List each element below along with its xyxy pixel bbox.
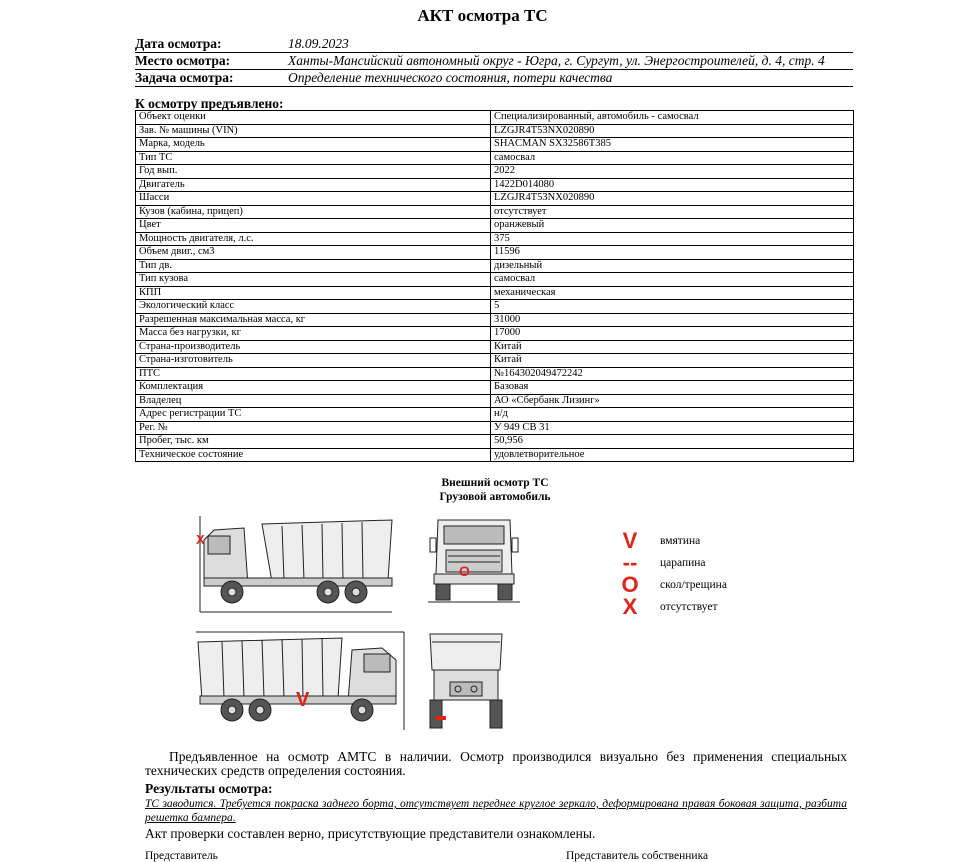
spec-row <box>136 421 854 435</box>
damage-mark-missing: X <box>196 532 205 547</box>
spec-value: LZGJR4T53NX020890 <box>491 124 854 138</box>
spec-key: Объект оценки <box>136 111 491 125</box>
spec-row <box>136 205 854 219</box>
spec-row <box>136 246 854 260</box>
legend-label: вмятина <box>660 535 701 547</box>
spec-value: 5 <box>491 300 854 314</box>
damage-mark-dent: V <box>296 689 310 711</box>
spec-row <box>136 448 854 462</box>
legend-label: отсутствует <box>660 601 718 613</box>
spec-row <box>136 435 854 449</box>
spec-row <box>136 232 854 246</box>
spec-row <box>136 313 854 327</box>
spec-row <box>136 178 854 192</box>
spec-key: Адрес регистрации ТС <box>136 408 491 422</box>
spec-key: Тип дв. <box>136 259 491 273</box>
meta-label: Задача осмотра: <box>135 70 234 85</box>
spec-value: 375 <box>491 232 854 246</box>
truck-rear-diagram <box>426 630 506 736</box>
spec-value: 31000 <box>491 313 854 327</box>
legend-label: скол/трещина <box>660 579 727 591</box>
spec-row <box>136 151 854 165</box>
spec-value: самосвал <box>491 151 854 165</box>
meta-label: Дата осмотра: <box>135 36 222 51</box>
spec-key: Двигатель <box>136 178 491 192</box>
meta-row-task <box>135 70 853 87</box>
spec-row <box>136 367 854 381</box>
spec-row <box>136 124 854 138</box>
legend-item-missing <box>615 596 727 618</box>
results-text: ТС заводится. Требуется покраска заднего борта, отсутствует переднее круглое зеркало, деформирована правая боковая защита, разбита решетка бампера. <box>145 798 847 824</box>
spec-value: оранжевый <box>491 219 854 233</box>
spec-row <box>136 165 854 179</box>
inspection-meta <box>135 36 853 87</box>
spec-value: Китай <box>491 340 854 354</box>
spec-row <box>136 300 854 314</box>
spec-row <box>136 381 854 395</box>
spec-row <box>136 273 854 287</box>
missing-symbol: X <box>622 594 638 619</box>
spec-row <box>136 138 854 152</box>
document-title: АКТ осмотра ТС <box>417 6 548 25</box>
spec-row <box>136 286 854 300</box>
spec-row <box>136 219 854 233</box>
legend-label: царапина <box>660 557 706 569</box>
truck-front-diagram <box>426 514 522 606</box>
spec-row <box>136 111 854 125</box>
spec-key: Марка, модель <box>136 138 491 152</box>
spec-key: Комплектация <box>136 381 491 395</box>
truck-right-side-diagram <box>192 626 410 738</box>
spec-key: Владелец <box>136 394 491 408</box>
legend-item-scratch <box>615 552 727 574</box>
spec-value: 11596 <box>491 246 854 260</box>
damage-mark-chip: O <box>459 563 470 579</box>
spec-value: самосвал <box>491 273 854 287</box>
spec-value: 50,956 <box>491 435 854 449</box>
spec-key: Пробег, тыс. км <box>136 435 491 449</box>
exterior-title: Внешний осмотр ТС <box>441 477 549 489</box>
spec-value: Специализированный, автомобиль - самосвал <box>491 111 854 125</box>
scratch-symbol: -- <box>622 550 638 575</box>
exterior-subtitle: Грузовой автомобиль <box>439 491 551 503</box>
meta-label: Место осмотра: <box>135 53 231 68</box>
spec-key: Мощность двигателя, л.с. <box>136 232 491 246</box>
spec-row <box>136 354 854 368</box>
spec-value: 2022 <box>491 165 854 179</box>
spec-value: механическая <box>491 286 854 300</box>
spec-value: 1422D014080 <box>491 178 854 192</box>
signature-owner-representative: Представитель собственника <box>566 850 709 862</box>
truck-left-side-diagram <box>192 512 402 620</box>
spec-value: LZGJR4T53NX020890 <box>491 192 854 206</box>
spec-key: Тип ТС <box>136 151 491 165</box>
spec-value: Китай <box>491 354 854 368</box>
spec-table <box>135 110 854 462</box>
statement-paragraph: Предъявленное на осмотр АМТС в наличии. Осмотр производился визуально без применения специальных технических средств определения состояния. <box>145 749 847 778</box>
damage-legend <box>615 530 727 618</box>
spec-value: отсутствует <box>491 205 854 219</box>
spec-key: Год вып. <box>136 165 491 179</box>
spec-value: Базовая <box>491 381 854 395</box>
spec-value: У 949 СВ 31 <box>491 421 854 435</box>
meta-row-place <box>135 53 853 70</box>
spec-key: Разрешенная максимальная масса, кг <box>136 313 491 327</box>
spec-key: Тип кузова <box>136 273 491 287</box>
closing-statement: Акт проверки составлен верно, присутствующие представители ознакомлены. <box>145 826 596 841</box>
spec-value: АО «Сбербанк Лизинг» <box>491 394 854 408</box>
spec-value: дизельный <box>491 259 854 273</box>
spec-key: Страна-производитель <box>136 340 491 354</box>
spec-value: н/д <box>491 408 854 422</box>
results-heading: Результаты осмотра: <box>145 781 273 796</box>
spec-key: Шасси <box>136 192 491 206</box>
spec-key: Объем двиг., см3 <box>136 246 491 260</box>
spec-key: КПП <box>136 286 491 300</box>
spec-row <box>136 408 854 422</box>
spec-key: Масса без нагрузки, кг <box>136 327 491 341</box>
spec-key: ПТС <box>136 367 491 381</box>
spec-value: SHACMAN SX32586T385 <box>491 138 854 152</box>
spec-key: Страна-изготовитель <box>136 354 491 368</box>
spec-key: Экологический класс <box>136 300 491 314</box>
spec-key: Рег. № <box>136 421 491 435</box>
signature-representative: Представитель <box>145 850 218 862</box>
legend-item-chip <box>615 574 727 596</box>
spec-key: Техническое состояние <box>136 448 491 462</box>
spec-value: 17000 <box>491 327 854 341</box>
spec-key: Цвет <box>136 219 491 233</box>
dent-symbol: V <box>622 528 638 553</box>
spec-row <box>136 327 854 341</box>
chip-symbol: O <box>621 572 639 597</box>
meta-value: Определение технического состояния, потери качества <box>288 70 613 85</box>
meta-row-date <box>135 36 853 53</box>
spec-row <box>136 394 854 408</box>
meta-value: 18.09.2023 <box>288 36 349 51</box>
meta-value: Ханты-Мансийский автономный округ - Югра, г. Сургут, ул. Энергостроителей, д. 4, стр. 4 <box>288 53 825 68</box>
spec-key: Зав. № машины (VIN) <box>136 124 491 138</box>
spec-value: удовлетворительное <box>491 448 854 462</box>
spec-value: №164302049472242 <box>491 367 854 381</box>
spec-key: Кузов (кабина, прицеп) <box>136 205 491 219</box>
spec-row <box>136 259 854 273</box>
legend-item-dent <box>615 530 727 552</box>
spec-row <box>136 192 854 206</box>
spec-row <box>136 340 854 354</box>
presented-heading: К осмотру предъявлено: <box>135 96 284 111</box>
